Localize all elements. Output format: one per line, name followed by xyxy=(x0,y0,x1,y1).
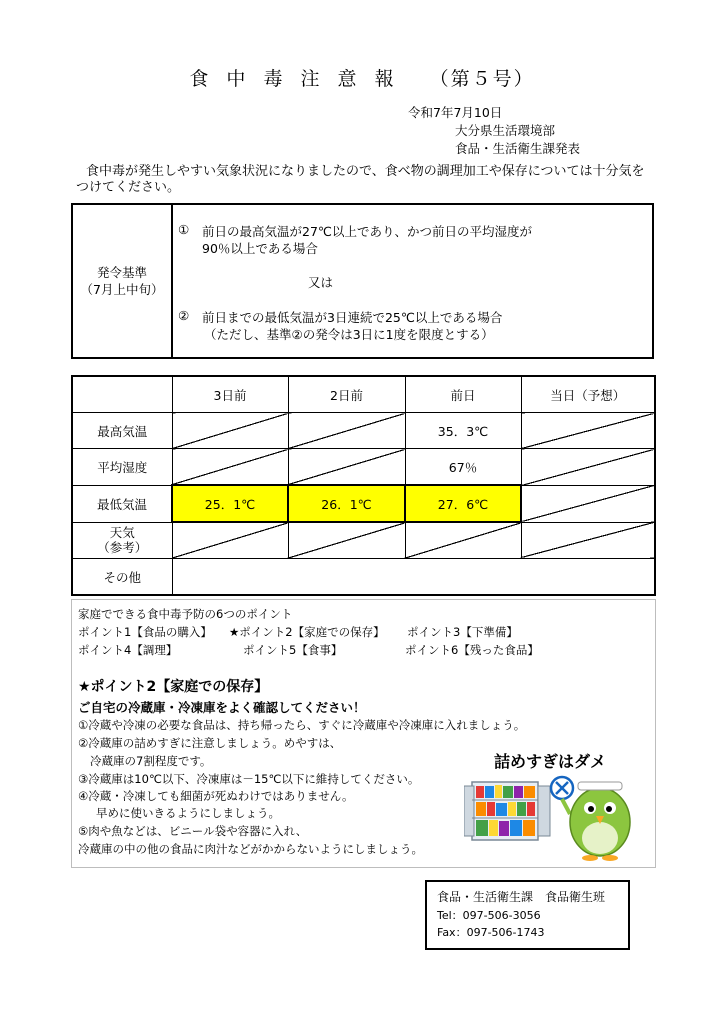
department: 大分県生活環境部 xyxy=(455,123,556,138)
table-cell-highlighted: 25．1℃ xyxy=(172,485,288,522)
contact-box xyxy=(425,880,630,950)
tip-line: ③冷蔵庫は10℃以下、冷凍庫は－15℃以下に維持してください。 xyxy=(78,772,420,786)
tip-line: 冷蔵庫の中の他の食品に肉汁などがかからないようにしましょう。 xyxy=(78,842,423,856)
table-row xyxy=(72,449,655,486)
table-cell: 67％ xyxy=(405,449,521,486)
weather-header-row xyxy=(72,376,655,413)
table-row xyxy=(72,559,655,596)
tip-line: ④冷蔵・冷凍しても細菌が死ぬわけではありません。 xyxy=(78,789,354,803)
criterion-2-number: ② xyxy=(178,308,190,323)
point-item: ポイント3【下準備】 xyxy=(407,625,518,639)
criteria-or: 又は xyxy=(308,275,334,290)
tip-line: ①冷蔵や冷凍の必要な食品は、持ち帰ったら、すぐに冷蔵庫や冷凍庫に入れましょう。 xyxy=(78,718,526,732)
issue-date: 令和7年7月10日 xyxy=(408,105,503,120)
criterion-1-line1: 前日の最高気温が27℃以上であり、かつ前日の平均湿度が xyxy=(202,224,532,239)
table-row xyxy=(72,522,655,559)
contact-org: 食品・生活衛生課 食品衛生班 xyxy=(437,890,606,904)
table-row xyxy=(72,485,655,522)
criteria-label xyxy=(72,204,172,358)
tip-line: ⑤肉や魚などは、ビニール袋や容器に入れ、 xyxy=(78,824,308,838)
illustration-caption: 詰めすぎはダメ xyxy=(494,752,607,771)
issue-number: （第５号） xyxy=(429,68,535,90)
column-header: 3日前 xyxy=(172,376,288,413)
criterion-1-number: ① xyxy=(178,222,190,237)
header-corner xyxy=(72,376,172,413)
table-cell-empty xyxy=(521,485,655,522)
weather-table xyxy=(71,375,656,596)
table-cell-empty xyxy=(288,449,405,486)
row-label: 最低気温 xyxy=(72,485,172,522)
criteria-body xyxy=(172,204,653,358)
point-item: ポイント6【残った食品】 xyxy=(405,643,539,657)
criterion-2-line1: 前日までの最低気温が3日連続で25℃以上である場合 xyxy=(202,310,503,325)
prevention-tips-box xyxy=(71,599,656,868)
row-label: 平均湿度 xyxy=(72,449,172,486)
table-cell-empty xyxy=(521,522,655,559)
point-item: ポイント1【食品の購入】 xyxy=(78,625,212,639)
criteria-label-line1: 発令基準 xyxy=(96,265,147,280)
table-cell-empty xyxy=(288,413,405,449)
tips-heading: 家庭でできる食中毒予防の6つのポイント xyxy=(78,607,293,621)
column-header: 前日 xyxy=(405,376,521,413)
criterion-2-line2: （ただし、基準②の発令は3日に1度を限度とする） xyxy=(204,327,494,342)
criteria-label-line2: （7月上中旬） xyxy=(80,282,164,297)
contact-fax: Fax：097-506-1743 xyxy=(437,926,545,939)
section: 食品・生活衛生課発表 xyxy=(455,141,581,156)
row-label-line1: 天気 xyxy=(109,525,135,541)
table-cell: 35．3℃ xyxy=(405,413,521,449)
table-cell-other xyxy=(172,559,655,596)
focus-title: ★ポイント2【家庭での保存】 xyxy=(78,679,269,695)
tip-line: 早めに使いきるようにしましょう。 xyxy=(96,806,280,820)
focus-subtitle: ご自宅の冷蔵庫・冷凍庫をよく確認してください！ xyxy=(78,700,366,715)
contact-tel: Tel：097-506-3056 xyxy=(437,909,541,922)
row-label xyxy=(72,522,172,559)
point-item: ポイント4【調理】 xyxy=(78,643,178,657)
tip-line: 冷蔵庫の7割程度です。 xyxy=(90,754,212,768)
criteria-table xyxy=(71,203,654,359)
table-cell-highlighted: 27．6℃ xyxy=(405,485,521,522)
table-cell-empty xyxy=(521,449,655,486)
page-title xyxy=(0,64,724,91)
mascot-bird-icon xyxy=(548,770,638,862)
table-cell-empty xyxy=(405,522,521,559)
tip-line: ②冷蔵庫の詰めすぎに注意しましょう。めやすは、 xyxy=(78,736,342,750)
table-cell-empty xyxy=(172,522,288,559)
point-item: ★ポイント2【家庭での保存】 xyxy=(229,625,385,639)
title-text: 食 中 毒 注 意 報 xyxy=(189,68,400,90)
crowded-fridge-icon xyxy=(464,776,552,846)
column-header: 当日（予想） xyxy=(521,376,655,413)
table-row xyxy=(72,413,655,449)
table-cell-highlighted: 26．1℃ xyxy=(288,485,405,522)
table-cell-empty xyxy=(521,413,655,449)
table-cell-empty xyxy=(172,449,288,486)
row-label-line2: （参考） xyxy=(97,540,148,556)
table-cell-empty xyxy=(288,522,405,559)
intro-text: 食中毒が発生しやすい気象状況になりましたので、食べ物の調理加工や保存については十分気をつけてください。 xyxy=(76,164,645,195)
criterion-1-line2: 90％以上である場合 xyxy=(202,241,318,256)
row-label: その他 xyxy=(72,559,172,596)
table-cell-empty xyxy=(172,413,288,449)
row-label: 最高気温 xyxy=(72,413,172,449)
column-header: 2日前 xyxy=(288,376,405,413)
point-item: ポイント5【食事】 xyxy=(243,643,343,657)
